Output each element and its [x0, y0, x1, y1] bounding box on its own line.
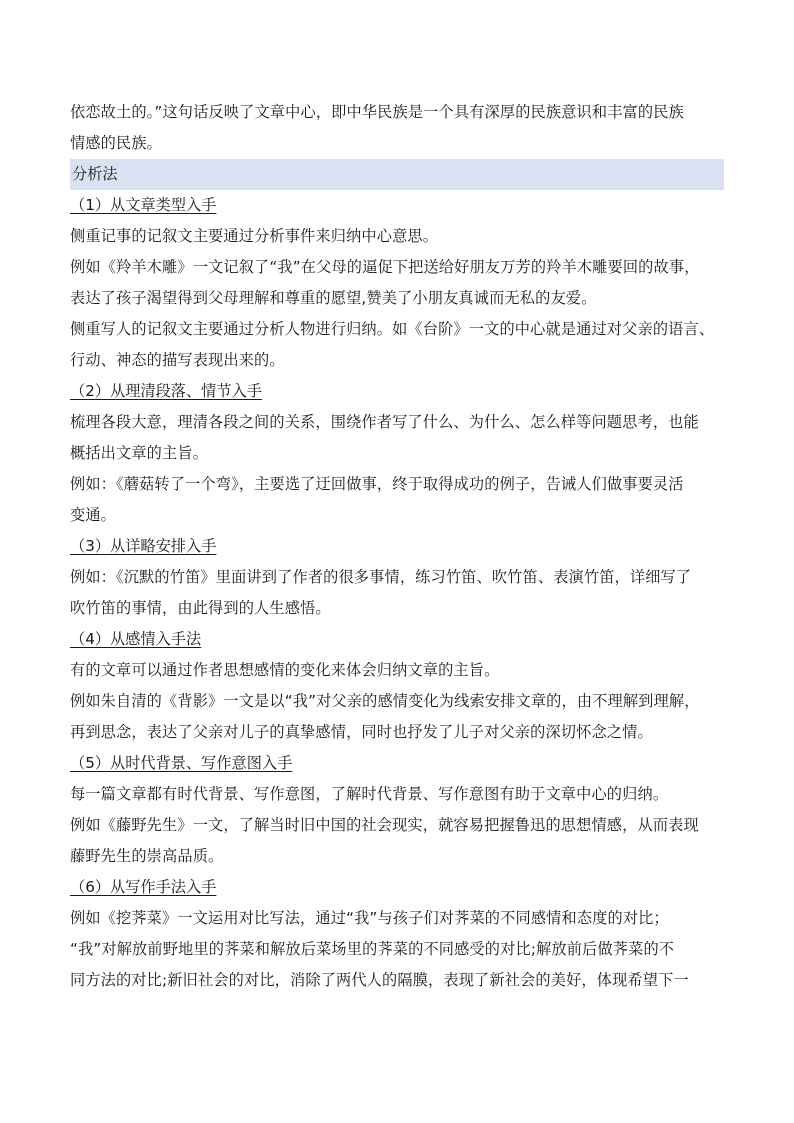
- paragraph-line: 概括出文章的主旨。: [70, 444, 209, 462]
- paragraph-line: 例如：《沉默的竹笛》里面讲到了作者的很多事情，练习竹笛、吹竹笛、表演竹笛，详细写了: [70, 568, 692, 586]
- subheading-paragraph-structure: （2）从理清段落、情节入手: [70, 382, 262, 400]
- paragraph-line: “我”对解放前野地里的荠菜和解放后菜场里的荠菜的不同感受的对比;解放前后做荠菜的不: [70, 940, 675, 958]
- paragraph-line: 例如《藤野先生》一文，了解当时旧中国的社会现实，就容易把握鲁迅的思想情感，从而表现: [70, 816, 699, 834]
- paragraph-line: 侧重记事的记叙文主要通过分析事件来归纳中心意思。: [70, 227, 439, 245]
- paragraph-line: 每一篇文章都有时代背景、写作意图，了解时代背景、写作意图有助于文章中心的归纳。: [70, 785, 669, 803]
- paragraph-line: 例如《挖荠菜》一文运用对比写法，通过“我”与孩子们对荠菜的不同感情和态度的对比；: [70, 909, 669, 927]
- paragraph-line: 表达了孩子渴望得到父母理解和尊重的愿望,赞美了小朋友真诚而无私的友爱。: [70, 289, 597, 307]
- paragraph-line: 藤野先生的崇高品质。: [70, 847, 224, 865]
- paragraph-line: 例如《羚羊木雕》一文记叙了“我”在父母的逼促下把送给好朋友万芳的羚羊木雕要回的故事，: [70, 258, 700, 276]
- paragraph-line: 有的文章可以通过作者思想感情的变化来体会归纳文章的主旨。: [70, 661, 500, 679]
- subheading-detail-arrangement: （3）从详略安排入手: [70, 537, 217, 555]
- paragraph-line: 侧重写人的记叙文主要通过分析人物进行归纳。如《台阶》一文的中心就是通过对父亲的语言、: [70, 320, 715, 338]
- paragraph-line: 例如：《蘑菇转了一个弯》，主要选了迂回做事，终于取得成功的例子，告诫人们做事要灵活: [70, 475, 684, 493]
- subheading-article-type: （1）从文章类型入手: [70, 196, 217, 214]
- paragraph-line: 同方法的对比;新旧社会的对比，消除了两代人的隔膜，表现了新社会的美好，体现希望下一: [70, 971, 689, 989]
- paragraph-line: 吹竹笛的事情，由此得到的人生感悟。: [70, 599, 331, 617]
- intro-line-2: 情感的民族。: [70, 134, 163, 152]
- subheading-emotion: （4）从感情入手法: [70, 630, 202, 648]
- subheading-writing-technique: （6）从写作手法入手: [70, 878, 217, 896]
- paragraph-line: 行动、神态的描写表现出来的。: [70, 351, 285, 369]
- paragraph-line: 例如朱自清的《背影》一文是以“我”对父亲的感情变化为线索安排文章的，由不理解到理解，: [70, 692, 700, 710]
- paragraph-line: 变通。: [70, 506, 117, 524]
- subheading-background: （5）从时代背景、写作意图入手: [70, 754, 293, 772]
- section-title-band: 分析法: [70, 159, 724, 190]
- paragraph-line: 梳理各段大意，理清各段之间的关系，围绕作者写了什么、为什么、怎么样等问题思考，也能: [70, 413, 699, 431]
- document-page: [70, 97, 724, 996]
- intro-line-1: 依恋故土的。”这句话反映了文章中心，即中华民族是一个具有深厚的民族意识和丰富的民族: [70, 103, 684, 121]
- paragraph-line: 再到思念，表达了父亲对儿子的真挚感情，同时也抒发了儿子对父亲的深切怀念之情。: [70, 723, 653, 741]
